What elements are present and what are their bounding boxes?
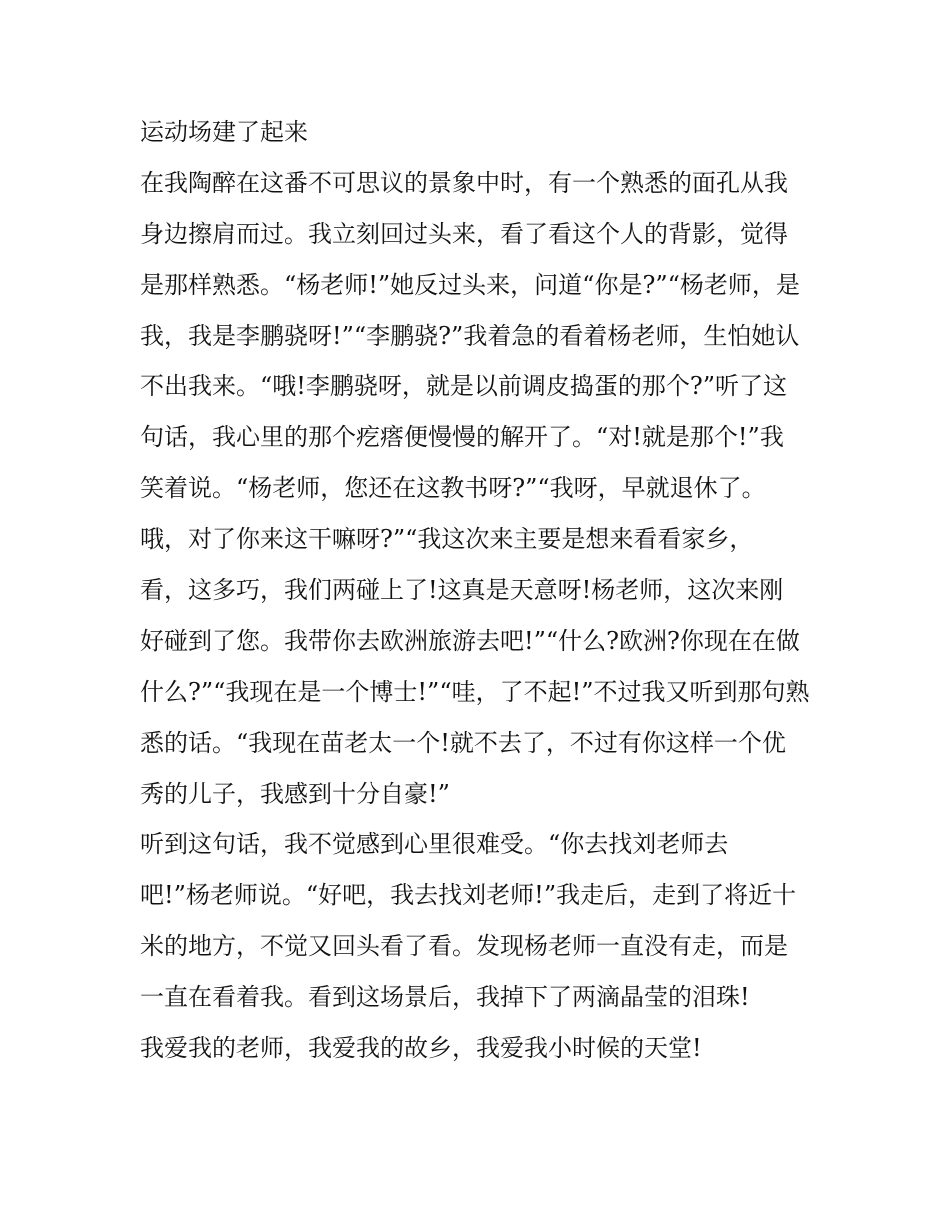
text-line: 听到这句话，我不觉感到心里很难受。“你去找刘老师去 [140, 830, 729, 859]
text-line: 看，这多巧，我们两碰上了!这真是天意呀!杨老师，这次来刚 [140, 576, 784, 605]
text-line: 秀的儿子，我感到十分自豪!” [140, 779, 450, 808]
text-line: 吧!”杨老师说。“好吧，我去找刘老师!”我走后，走到了将近十 [140, 881, 797, 910]
text-line: 什么?”“我现在是一个博士!”“哇，了不起!”不过我又听到那句熟 [140, 677, 810, 706]
text-line: 一直在看着我。看到这场景后，我掉下了两滴晶莹的泪珠! [140, 983, 750, 1012]
text-line: 哦，对了你来这干嘛呀?”“我这次来主要是想来看看家乡， [140, 525, 754, 554]
text-line: 身边擦肩而过。我立刻回过头来，看了看这个人的背影，觉得 [140, 219, 788, 248]
text-line: 不出我来。“哦!李鹏骁呀，就是以前调皮捣蛋的那个?”听了这 [140, 372, 788, 401]
text-line: 我，我是李鹏骁呀!”“李鹏骁?”我着急的看着杨老师，生怕她认 [140, 321, 800, 350]
text-line: 是那样熟悉。“杨老师!”她反过头来，问道“你是?”“杨老师，是 [140, 270, 800, 299]
text-line: 好碰到了您。我带你去欧洲旅游去吧!”“什么?欧洲?你现在在做 [140, 626, 800, 655]
document-body [140, 107, 820, 1074]
text-line: 悉的话。“我现在苗老太一个!就不去了，不过有你这样一个优 [140, 728, 786, 757]
text-line: 在我陶醉在这番不可思议的景象中时，有一个熟悉的面孔从我 [140, 168, 788, 197]
text-line: 米的地方，不觉又回头看了看。发现杨老师一直没有走，而是 [140, 932, 788, 961]
text-line: 笑着说。“杨老师，您还在这教书呀?”“我呀，早就退休了。 [140, 474, 766, 503]
text-line: 我爱我的老师，我爱我的故乡，我爱我小时候的天堂! [140, 1034, 702, 1063]
text-line: 运动场建了起来 [140, 118, 308, 146]
text-line: 句话，我心里的那个疙瘩便慢慢的解开了。“对!就是那个!”我 [140, 423, 784, 452]
